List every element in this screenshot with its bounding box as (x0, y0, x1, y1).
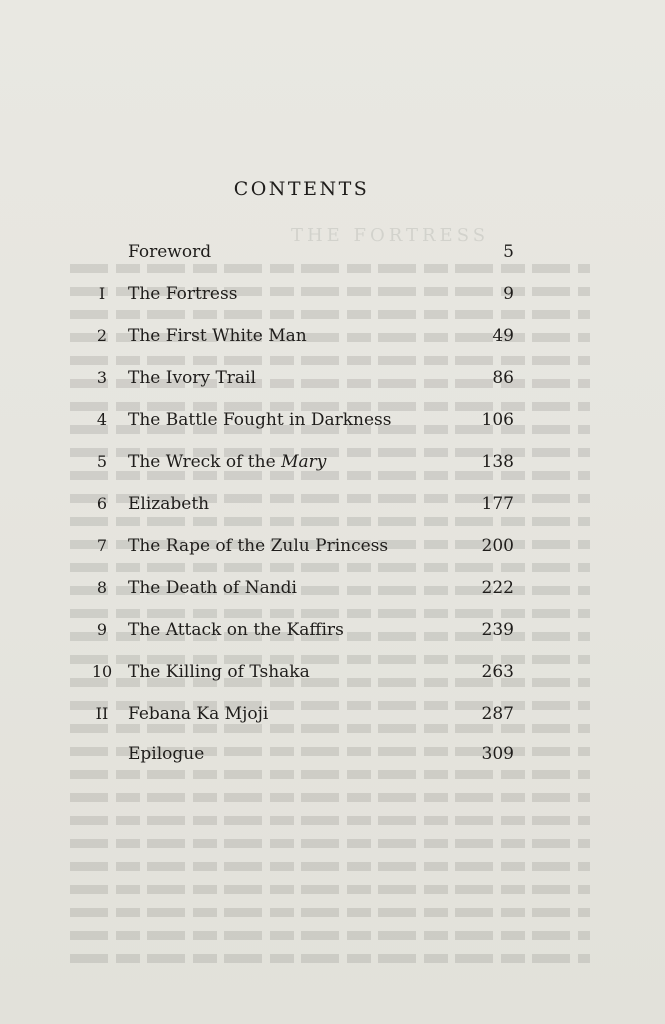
toc-entry-epilogue[interactable] (0, 744, 665, 774)
page-number: 86 (492, 368, 514, 388)
page-number: 9 (503, 284, 514, 304)
chapter-title: The Killing of Tshaka (128, 662, 310, 682)
page-number: 222 (481, 578, 514, 598)
chapter-title: The Fortress (128, 284, 238, 304)
toc-entry-7[interactable] (0, 536, 665, 566)
chapter-number: 6 (96, 494, 108, 513)
chapter-number: 9 (96, 620, 108, 639)
chapter-title: Febana Ka Mjoji (128, 704, 269, 724)
toc-entry-9[interactable] (0, 620, 665, 650)
chapter-number: 10 (91, 662, 113, 681)
toc-entry-4[interactable] (0, 410, 665, 440)
page-number: 239 (481, 620, 514, 640)
toc-entry-foreword[interactable] (0, 242, 665, 272)
chapter-title: The Wreck of the Mary (128, 452, 327, 472)
chapter-title: The Ivory Trail (128, 368, 256, 388)
page-number: 138 (481, 452, 514, 472)
page-number: 177 (481, 494, 514, 514)
chapter-title: Elizabeth (128, 494, 210, 514)
chapter-title: Epilogue (128, 744, 205, 764)
toc-entry-2[interactable] (0, 326, 665, 356)
toc-entry-3[interactable] (0, 368, 665, 398)
chapter-title: The Rape of the Zulu Princess (128, 536, 389, 556)
chapter-title: The Death of Nandi (128, 578, 297, 598)
chapter-number: 4 (96, 410, 108, 429)
chapter-title: Foreword (128, 242, 212, 262)
chapter-number: 3 (96, 368, 108, 387)
toc-entry-1[interactable] (0, 284, 665, 314)
bleed-title: THE FORTRESS (290, 225, 490, 246)
toc-entry-11[interactable] (0, 704, 665, 734)
toc-entry-5[interactable] (0, 452, 665, 482)
chapter-number: I (98, 284, 106, 303)
chapter-number: 5 (96, 452, 108, 471)
chapter-number: 7 (96, 536, 108, 555)
toc-entry-10[interactable] (0, 662, 665, 692)
chapter-number: 2 (96, 326, 108, 345)
page-number: 309 (481, 744, 514, 764)
chapter-number: II (95, 704, 109, 723)
chapter-title: The Attack on the Kaffirs (128, 620, 344, 640)
page-number: 200 (481, 536, 514, 556)
chapter-title: The Battle Fought in Darkness (128, 410, 392, 430)
chapter-title: The First White Man (128, 326, 307, 346)
page-number: 49 (492, 326, 514, 346)
page-number: 106 (481, 410, 514, 430)
toc-entry-8[interactable] (0, 578, 665, 608)
chapter-number: 8 (96, 578, 108, 597)
page-number: 287 (481, 704, 514, 724)
page-number: 5 (503, 242, 514, 262)
page-number: 263 (481, 662, 514, 682)
toc-entry-6[interactable] (0, 494, 665, 524)
contents-heading: CONTENTS (233, 178, 370, 200)
